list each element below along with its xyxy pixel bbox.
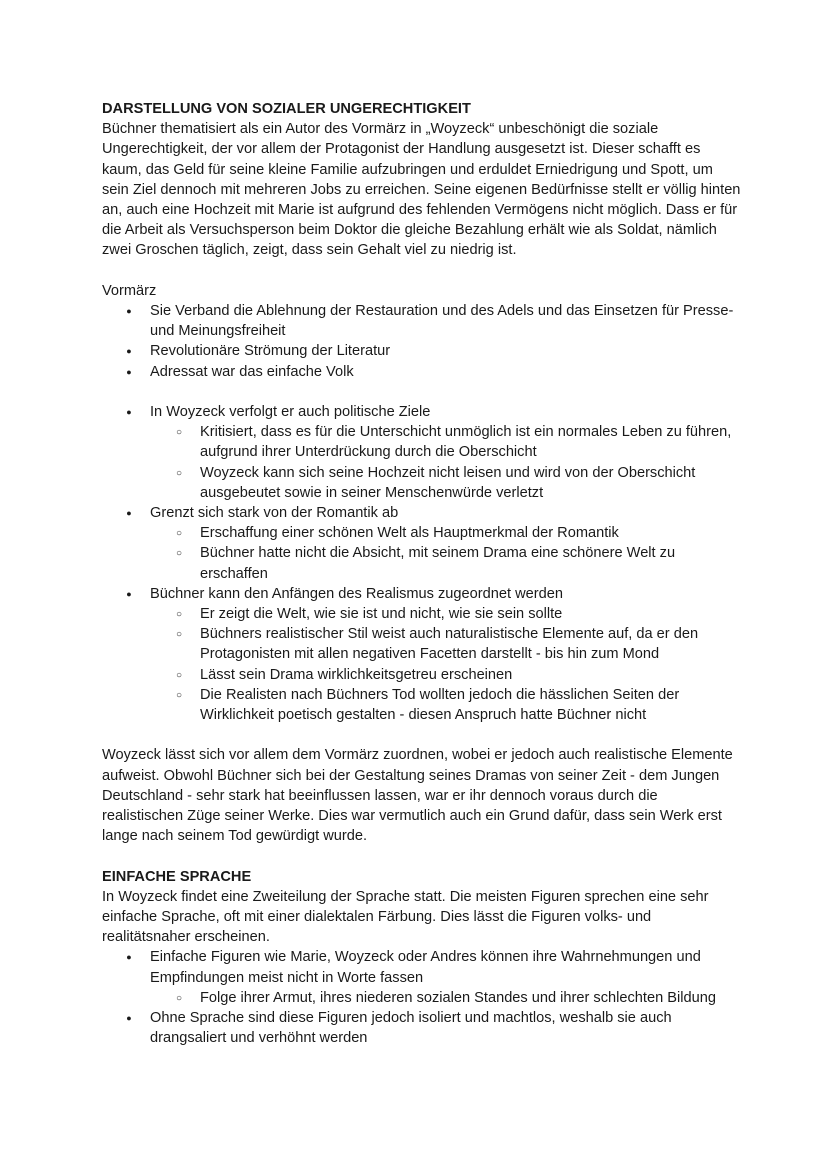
circle-bullet-icon: [174, 988, 184, 1010]
section-paragraph-simple-language: In Woyzeck findet eine Zweiteilung der Sprache statt. Die meisten Figuren sprechen eine sehr einfache Sprache, oft mit einer dialektalen Färbung. Dies lässt die Figuren volks- und realitätsnaher erscheinen.: [102, 888, 709, 946]
sub-list-item: [150, 543, 742, 583]
sub-list-item: [150, 604, 742, 624]
spacer: [102, 382, 742, 402]
bullet-icon: [124, 947, 134, 968]
sub-list: [150, 988, 742, 1008]
section-paragraph-social-injustice: Büchner thematisiert als ein Autor des Vormärz in „Woyzeck“ unbeschönigt die soziale Ungerechtigkeit, der vor allem der Protagonist der Handlung ausgesetzt ist. Dieser schafft es kaum, das Geld für seine kleine Familie aufzubringen und erduldet Erniedrigung und Spott, um sein Ziel dennoch mit mehreren Jobs zu erreichen. Seine eigenen Bedürfnisse stellt er völlig hinten an, auch eine Hochzeit mit Marie ist aufgrund des fehlenden Vermögens nicht möglich. Dass er für die Arbeit als Versuchsperson beim Doktor die gleiche Bezahlung erhält wie als Soldat, nämlich zwei Groschen täglich, zeigt, dass sein Gehalt viel zu niedrig ist.: [102, 121, 741, 259]
conclusion-paragraph: Woyzeck lässt sich vor allem dem Vormärz zuordnen, wobei er jedoch auch realistische Elemente aufweist. Obwohl Büchner sich bei der Gestaltung seines Dramas von seiner Zeit - dem Jungen Deutschland - sehr stark hat beeinflussen lassen, war er ihr dennoch voraus durch die realistischen Züge seiner Werke. Dies war vermutlich auch ein Grund dafür, dass sein Werk erst lange nach seinem Tod gewürdigt wurde.: [102, 747, 733, 845]
spacer: [102, 261, 742, 281]
circle-bullet-icon: [174, 422, 184, 444]
sub-list-item-text: Büchners realistischer Stil weist auch naturalistische Elemente auf, da er den Protagonisten mit allen negativen Facetten darstellt - bis hin zum Mond: [200, 626, 699, 663]
document-page: [102, 99, 742, 1048]
sub-list: [150, 523, 742, 584]
vormaerz-group-list: [102, 402, 742, 725]
sub-list-item-text: Die Realisten nach Büchners Tod wollten jedoch die hässlichen Seiten der Wirklichkeit poetisch gestalten - diesen Anspruch hatte Büchner nicht: [200, 686, 680, 724]
list-item-text: Adressat war das einfache Volk: [150, 363, 354, 380]
sub-list: [150, 422, 742, 503]
bullet-icon: [124, 301, 134, 322]
list-item: [102, 341, 742, 361]
list-item-text: In Woyzeck verfolgt er auch politische Ziele: [150, 404, 431, 421]
sub-list-item-text: Büchner hatte nicht die Absicht, mit seinem Drama eine schönere Welt zu erschaffen: [200, 545, 676, 582]
circle-bullet-icon: [174, 463, 184, 485]
bullet-icon: [124, 503, 134, 524]
bullet-icon: [124, 362, 134, 383]
list-item-text: Revolutionäre Strömung der Literatur: [150, 343, 391, 360]
bullet-icon: [124, 402, 134, 423]
sub-list: [150, 604, 742, 725]
sub-list-item-text: Lässt sein Drama wirklichkeitsgetreu erscheinen: [200, 666, 513, 683]
list-item: [102, 402, 742, 503]
sub-list-item: [150, 422, 742, 462]
circle-bullet-icon: [174, 665, 184, 687]
spacer: [102, 846, 742, 866]
circle-bullet-icon: [174, 543, 184, 565]
sub-list-item-text: Folge ihrer Armut, ihres niederen sozialen Standes und ihrer schlechten Bildung: [200, 989, 716, 1006]
circle-bullet-icon: [174, 624, 184, 646]
list-item-text: Einfache Figuren wie Marie, Woyzeck oder Andres können ihre Wahrnehmungen und Empfindungen meist nicht in Worte fassen: [150, 949, 701, 986]
bullet-icon: [124, 341, 134, 362]
circle-bullet-icon: [174, 523, 184, 545]
bullet-icon: [124, 1008, 134, 1029]
list-item: [102, 584, 742, 725]
sub-list-item: [150, 523, 742, 543]
list-item-text: Ohne Sprache sind diese Figuren jedoch isoliert und machtlos, weshalb sie auch drangsaliert und verhöhnt werden: [150, 1010, 672, 1047]
list-item: [102, 1008, 742, 1048]
list-item-text: Sie Verband die Ablehnung der Restauration und des Adels und das Einsetzen für Presse- und Meinungsfreiheit: [150, 303, 734, 340]
section-heading-social-injustice: DARSTELLUNG VON SOZIALER UNGERECHTIGKEIT: [102, 101, 471, 117]
sub-list-item: [150, 988, 742, 1008]
simple-language-list: [102, 947, 742, 1048]
vormaerz-label: Vormärz: [102, 282, 157, 299]
sub-list-item-text: Erschaffung einer schönen Welt als Hauptmerkmal der Romantik: [200, 525, 619, 542]
sub-list-item: [150, 463, 742, 503]
circle-bullet-icon: [174, 604, 184, 626]
circle-bullet-icon: [174, 685, 184, 707]
sub-list-item-text: Er zeigt die Welt, wie sie ist und nicht, wie sie sein sollte: [200, 606, 563, 623]
bullet-icon: [124, 584, 134, 605]
vormaerz-bullet-list: [102, 301, 742, 382]
sub-list-item-text: Woyzeck kann sich seine Hochzeit nicht leisen und wird von der Oberschicht ausgebeutet sowie in seiner Menschenwürde verletzt: [200, 464, 696, 501]
sub-list-item: [150, 665, 742, 685]
sub-list-item: [150, 624, 742, 664]
list-item-text: Büchner kann den Anfängen des Realismus zugeordnet werden: [150, 585, 563, 602]
sub-list-item: [150, 685, 742, 725]
list-item: [102, 362, 742, 382]
spacer: [102, 725, 742, 745]
list-item: [102, 301, 742, 341]
list-item: [102, 503, 742, 584]
sub-list-item-text: Kritisiert, dass es für die Unterschicht unmöglich ist ein normales Leben zu führen, aufgrund ihrer Unterdrückung durch die Oberschicht: [200, 424, 732, 461]
list-item: [102, 947, 742, 1008]
list-item-text: Grenzt sich stark von der Romantik ab: [150, 505, 399, 522]
section-heading-simple-language: EINFACHE SPRACHE: [102, 868, 252, 885]
